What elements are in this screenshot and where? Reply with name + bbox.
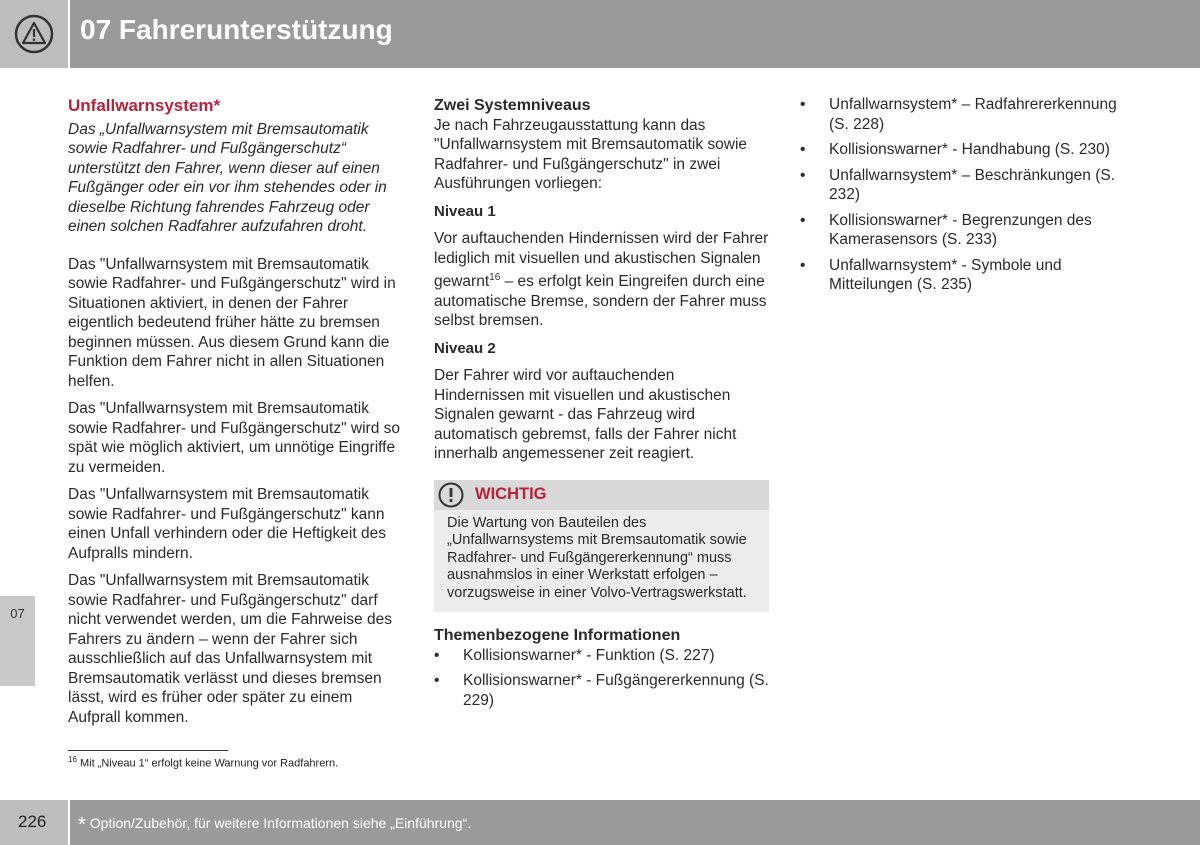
body-paragraph: Das "Unfallwarnsystem mit Bremsautomatik sowie Radfahrer- und Fußgängerschutz" wird in Situationen aktiviert, in denen der Fahrer eigentlich bedeutend früher hätte zu bremsen beginnen müssen. Aus diesem Grund kann die Funktion dem Fahrer nicht in allen Situationen helfen. bbox=[68, 255, 396, 390]
footnote-text: Mit „Niveau 1“ erfolgt keine Warnung vor Radfahrern. bbox=[76, 757, 339, 770]
bullet-icon: • bbox=[434, 672, 440, 690]
star-icon: * bbox=[78, 814, 86, 836]
niveau-2-heading: Niveau 2 bbox=[434, 339, 496, 357]
related-link-text[interactable]: Unfallwarnsystem* – Beschränkungen (S. 232) bbox=[829, 166, 1116, 203]
chapter-title: 07 Fahrerunterstützung bbox=[80, 14, 393, 45]
body-paragraph: Das "Unfallwarnsystem mit Bremsautomatik sowie Radfahrer- und Fußgängerschutz" darf nicht verwendet werden, um die Fahrweise des Fahrers zu ändern – wenn der Fahrer sich ausschließlich auf das Unfallwarnsystem mit Bremsautomatik verlässt und dieses bremsen lässt, wird es früher oder später zu einem Aufprall kommen. bbox=[68, 572, 392, 726]
related-info-heading: Themenbezogene Informationen bbox=[434, 627, 681, 645]
important-box-header bbox=[434, 480, 769, 510]
footer-note bbox=[78, 814, 471, 837]
important-box bbox=[434, 480, 769, 613]
footnote bbox=[68, 755, 338, 770]
related-link-text[interactable]: Kollisionswarner* - Handhabung (S. 230) bbox=[829, 141, 1110, 158]
niveau-1-text-b: – es erfolgt kein Eingreifen durch eine automatische Bremse, sondern der Fahrer muss selbst bremsen. bbox=[434, 273, 767, 330]
bullet-icon: • bbox=[434, 646, 440, 664]
intro-paragraph: Das „Unfallwarnsystem mit Bremsautomatik sowie Radfahrer- und Fußgängerschutz“ unterstützt den Fahrer, wenn dieser auf einen Fußgänger oder ein vor ihm stehendes oder in dieselbe Richtung fahrendes Fahrzeug oder einen solchen Radfahrer aufzufahren droht. bbox=[68, 120, 387, 235]
body-paragraph: Das "Unfallwarnsystem mit Bremsautomatik sowie Radfahrer- und Fußgängerschutz" wird so spät wie möglich aktiviert, um unnötige Eingriffe zu vermeiden. bbox=[68, 400, 401, 476]
bullet-icon: • bbox=[800, 141, 806, 158]
related-link[interactable] bbox=[434, 671, 769, 710]
related-link[interactable] bbox=[800, 166, 1140, 205]
warning-triangle-icon bbox=[14, 14, 54, 54]
related-link-text[interactable]: Kollisionswarner* - Fußgängererkennung (S. 229) bbox=[463, 672, 769, 709]
related-link[interactable] bbox=[800, 95, 1140, 134]
column-left bbox=[68, 96, 408, 735]
chapter-tab[interactable]: 07 bbox=[10, 606, 25, 621]
related-link-text[interactable]: Kollisionswarner* - Begrenzungen des Kamerasensors (S. 233) bbox=[829, 211, 1092, 248]
bullet-icon: • bbox=[800, 96, 806, 113]
bullet-icon: • bbox=[800, 256, 806, 274]
footnote-ref[interactable]: 16 bbox=[489, 272, 501, 283]
related-link[interactable] bbox=[800, 256, 1140, 295]
bullet-icon: • bbox=[800, 166, 806, 184]
related-link-text[interactable]: Kollisionswarner* - Funktion (S. 227) bbox=[463, 646, 715, 664]
exclamation-icon bbox=[438, 482, 464, 508]
niveau-1-text-a: Vor auftauchenden Hindernissen wird der Fahrer lediglich mit visuellen und akustischen Signalen gewarnt bbox=[434, 230, 769, 291]
footer-note-text: Option/Zubehör, für weitere Informationen siehe „Einführung“. bbox=[89, 815, 472, 831]
column-right bbox=[800, 95, 1140, 301]
subsection-heading: Zwei Systemniveaus bbox=[434, 97, 591, 114]
important-text: Die Wartung von Bauteilen des „Unfallwarnsystems mit Bremsautomatik sowie Radfahrer- und Fußgängererkennung“ muss ausnahmslos in einer Werkstatt erfolgen – vorzugsweise in einer Volvo-Vertragswerkstatt. bbox=[447, 514, 747, 601]
related-list-continued bbox=[800, 95, 1140, 295]
niveau-1-text bbox=[434, 229, 769, 331]
related-link[interactable] bbox=[800, 140, 1140, 160]
section-heading: Unfallwarnsystem* bbox=[68, 96, 221, 115]
bullet-icon: • bbox=[800, 211, 806, 229]
related-list bbox=[434, 646, 769, 711]
body-paragraph: Das "Unfallwarnsystem mit Bremsautomatik sowie Radfahrer- und Fußgängerschutz" kann einen Unfall verhindern oder die Heftigkeit des Aufpralls mindern. bbox=[68, 486, 386, 562]
footnote-divider bbox=[68, 750, 228, 751]
related-link[interactable] bbox=[434, 646, 769, 666]
niveau-2-text: Der Fahrer wird vor auftauchenden Hindernissen mit visuellen und akustischen Signalen gewarnt - das Fahrzeug wird automatisch gebremst, falls der Fahrer nicht innerhalb angemessener zeit reagiert. bbox=[434, 367, 737, 463]
related-link-text[interactable]: Unfallwarnsystem* – Radfahrererkennung (S. 228) bbox=[829, 96, 1117, 133]
body-paragraph: Je nach Fahrzeugausstattung kann das "Unfallwarnsystem mit Bremsautomatik sowie Radfahrer- und Fußgängerschutz" in zwei Ausführungen vorliegen: bbox=[434, 116, 748, 192]
related-link[interactable] bbox=[800, 211, 1140, 250]
column-middle bbox=[434, 96, 769, 716]
niveau-1-heading: Niveau 1 bbox=[434, 202, 496, 220]
footnote-number: 16 bbox=[68, 755, 77, 764]
related-link-text[interactable]: Unfallwarnsystem* - Symbole und Mitteilungen (S. 235) bbox=[829, 256, 1062, 293]
page-number: 226 bbox=[18, 812, 47, 831]
important-label: WICHTIG bbox=[475, 484, 547, 503]
